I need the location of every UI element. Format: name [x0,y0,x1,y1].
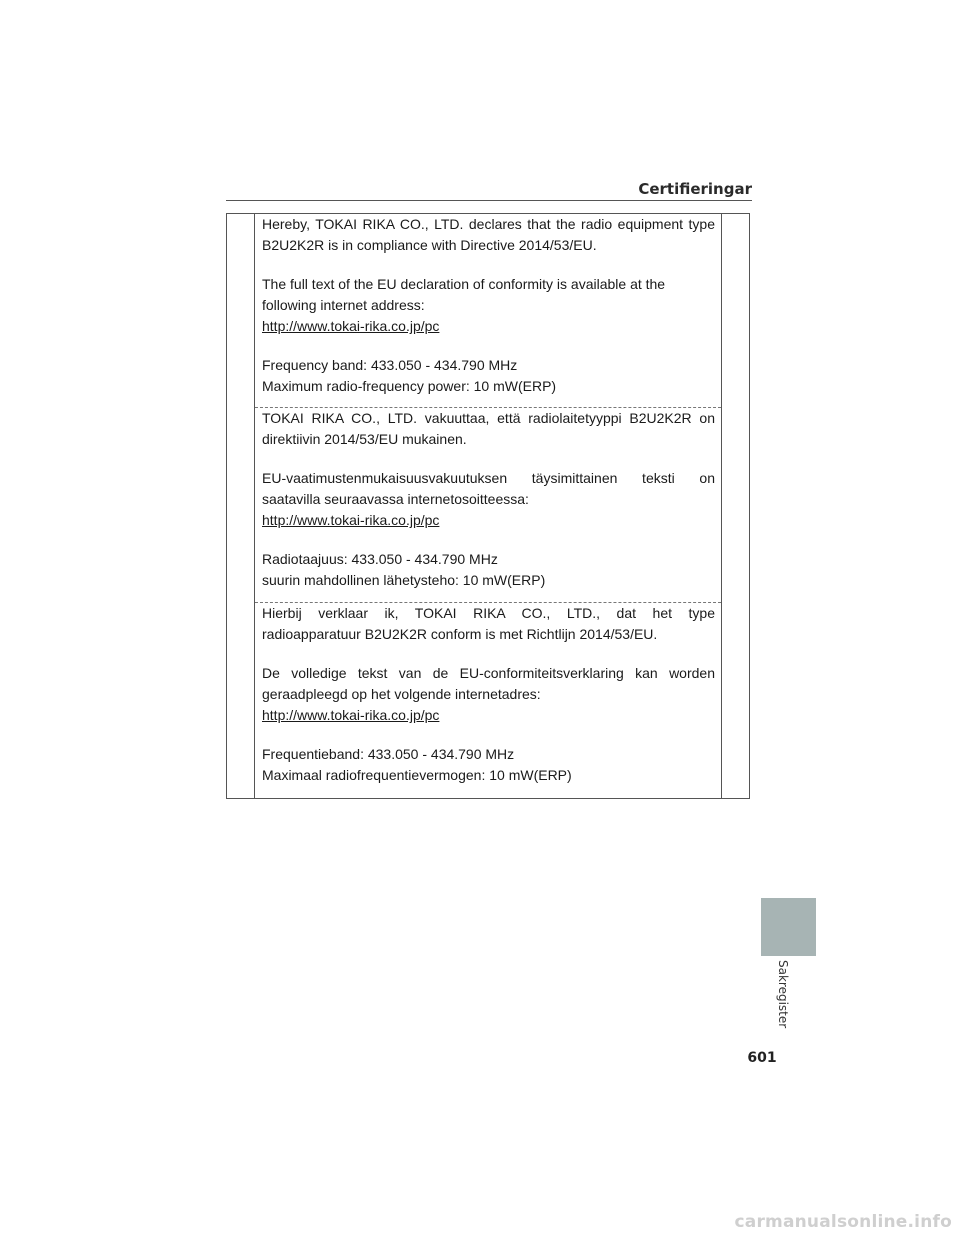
text-line: saatavilla seuraavassa internetosoitteessa: [262,491,529,507]
text-line: Maximum radio-frequency power: 10 mW(ERP) [262,378,557,394]
text-line: Maximaal radiofrequentievermogen: 10 mW(ERP) [262,767,572,783]
declaration-english [255,214,721,407]
section-tab [761,898,816,956]
text-line: Hereby, TOKAI RIKA CO., LTD. declares that the radio equipment type [262,216,715,232]
header-divider [226,200,752,201]
text-line: B2U2K2R is in compliance with Directive 2014/53/EU. [262,237,597,253]
text-line: Frequentieband: 433.050 - 434.790 MHz [262,746,515,762]
declaration-dutch [255,602,721,799]
text-line: radioapparatuur B2U2K2R conform is met Richtlijn 2014/53/EU. [262,626,658,642]
declaration-finnish [255,407,721,602]
section-tab-label: Sakregister [776,960,790,1029]
text-line: geraadpleegd op het volgende internetadres: [262,686,541,702]
watermark: carmanualsonline.info [734,1212,952,1232]
text-line: direktiivin 2014/53/EU mukainen. [262,431,467,447]
page-number: 601 [747,1050,777,1066]
text-line: Hierbij verklaar ik, TOKAI RIKA CO., LTD., dat het type [262,605,715,621]
declaration-link[interactable]: http://www.tokai-rika.co.jp/pc [262,512,440,528]
text-line: suurin mahdollinen lähetysteho: 10 mW(ERP) [262,572,546,588]
text-line: EU-vaatimustenmukaisuusvakuutuksen täysimittainen teksti on [262,470,715,486]
declaration-frame [226,213,750,799]
text-line: De volledige tekst van de EU-conformiteitsverklaring kan worden [262,665,715,681]
text-line: Frequency band: 433.050 - 434.790 MHz [262,357,518,373]
text-line: The full text of the EU declaration of conformity is available at the [262,276,666,292]
declaration-link[interactable]: http://www.tokai-rika.co.jp/pc [262,318,440,334]
text-line: Radiotaajuus: 433.050 - 434.790 MHz [262,551,498,567]
declaration-link[interactable]: http://www.tokai-rika.co.jp/pc [262,707,440,723]
text-line: TOKAI RIKA CO., LTD. vakuuttaa, että radiolaitetyyppi B2U2K2R on [262,410,715,426]
declaration-column [254,214,722,798]
text-line: following internet address: [262,297,425,313]
page-title: Certifieringar [638,180,752,198]
